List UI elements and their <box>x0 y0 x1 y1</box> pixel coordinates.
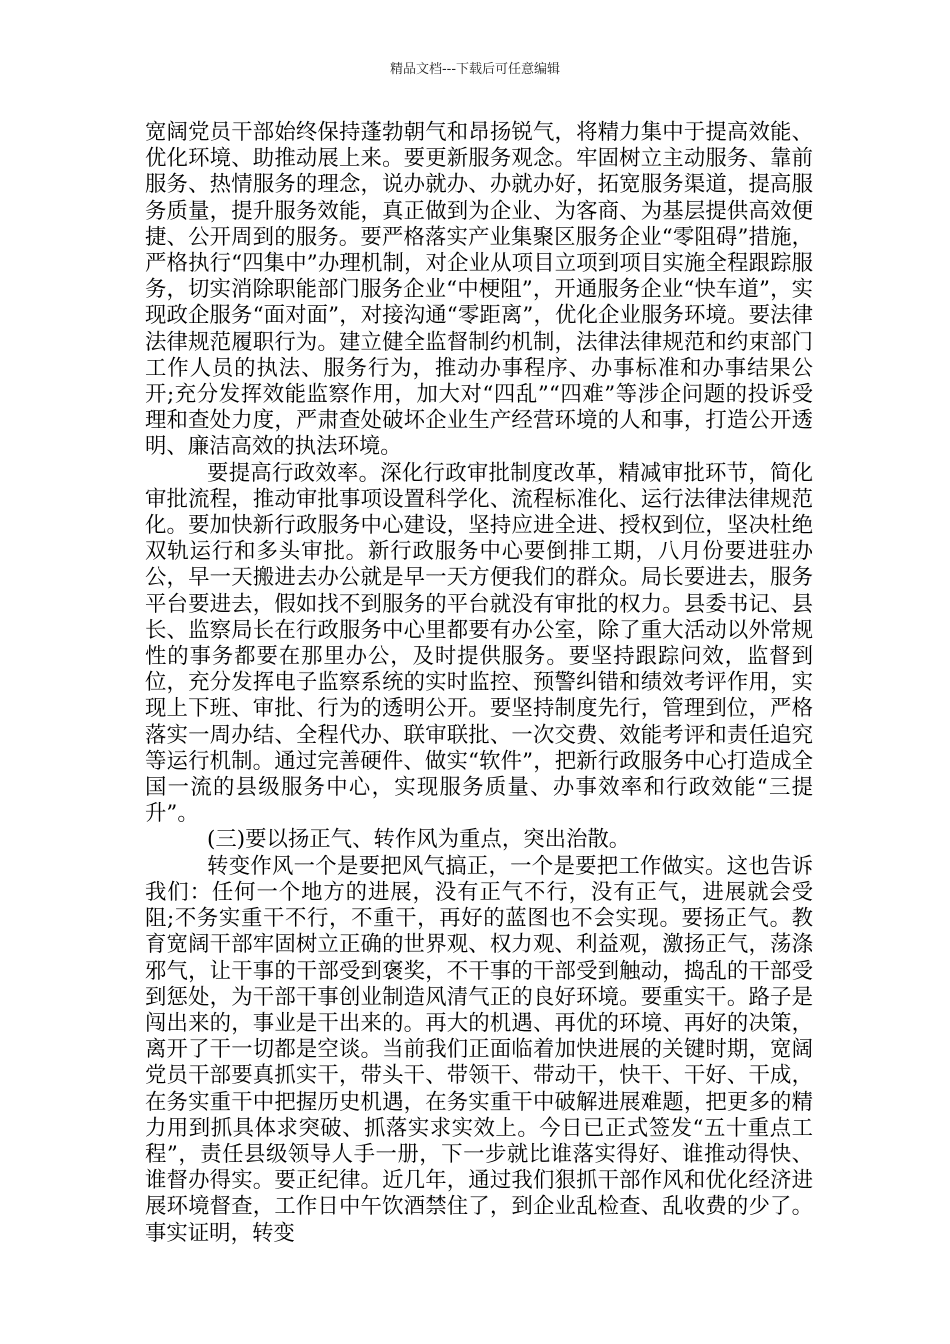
paragraph-3: 转变作风一个是要把风气搞正，一个是要把工作做实。这也告诉我们：任何一个地方的进展，没有正气不行，没有正气，进展就会受阻;不务实重干不行，不重干，再好的蓝图也不会实现。要扬正气。教育宽阔干部牢固树立正确的世界观、权力观、利益观，激扬正气，荡涤邪气，让干事的干部受到褒奖，不干事的干部受到触动，捣乱的干部受到惩处，为干部干事创业制造风清气正的良好环境。要重实干。路子是闯出来的，事业是干出来的。再大的机遇、再优的环境、再好的决策，离开了干一切都是空谈。当前我们正面临着加快进展的关键时期，宽阔党员干部要真抓实干，带头干、带领干、带动干，快干、干好、干成，在务实重干中把握历史机遇，在务实重干中破解进展难题，把更多的精力用到抓具体求突破、抓落实求实效上。今日已正式签发“五十重点工程”，责任县级领导人手一册，下一步就比谁落实得好、谁推动得快、谁督办得实。要正纪律。近几年，通过我们狠抓干部作风和优化经济进展环境督查，工作日中午饮酒禁住了，到企业乱检查、乱收费的少了。事实证明，转变 <box>145 853 813 1246</box>
section-heading: (三)要以扬正气、转作风为重点，突出治散。 <box>207 827 631 853</box>
paragraph-1: 宽阔党员干部始终保持蓬勃朝气和昂扬锐气，将精力集中于提高效能、优化环境、助推动展上来。要更新服务观念。牢固树立主动服务、靠前服务、热情服务的理念，说办就办、办就办好，拓宽服务渠道，提高服务质量，提升服务效能，真正做到为企业、为客商、为基层提供高效便捷、公开周到的服务。要严格落实产业集聚区服务企业“零阻碍”措施，严格执行“四集中”办理机制，对企业从项目立项到项目实施全程跟踪服务，切实消除职能部门服务企业“中梗阻”，开通服务企业“快车道”，实现政企服务“面对面”，对接沟通“零距离”，优化企业服务环境。要法律法律规范履职行为。建立健全监督制约机制，法律法律规范和约束部门工作人员的执法、服务行为，推动办事程序、办事标准和办事结果公开;充分发挥效能监察作用，加大对“四乱”“四难”等涉企问题的投诉受理和查处力度，严肃查处破坏企业生产经营环境的人和事，打造公开透明、廉洁高效的执法环境。 <box>145 120 813 460</box>
document-body <box>145 120 813 1247</box>
paragraph-2: 要提高行政效率。深化行政审批制度改革，精减审批环节，简化审批流程，推动审批事项设置科学化、流程标准化、运行法律法律规范化。要加快新行政服务中心建设，坚持应进全进、授权到位，坚决杜绝双轨运行和多头审批。新行政服务中心要倒排工期，八月份要进驻办公，早一天搬进去办公就是早一天方便我们的群众。局长要进去，服务平台要进去，假如找不到服务的平台就没有审批的权力。县委书记、县长、监察局长在行政服务中心里都要有办公室，除了重大活动以外常规性的事务都要在那里办公，及时提供服务。要坚持跟踪问效，监督到位，充分发挥电子监察系统的实时监控、预警纠错和绩效考评作用，实现上下班、审批、行为的透明公开。要坚持制度先行，管理到位，严格落实一周办结、全程代办、联审联批、一次交费、效能考评和责任追究等运行机制。通过完善硬件、做实“软件”，把新行政服务中心打造成全国一流的县级服务中心，实现服务质量、办事效率和行政效能“三提升”。 <box>145 460 813 827</box>
page-header: 精品文档---下载后可任意编辑 <box>389 62 561 77</box>
